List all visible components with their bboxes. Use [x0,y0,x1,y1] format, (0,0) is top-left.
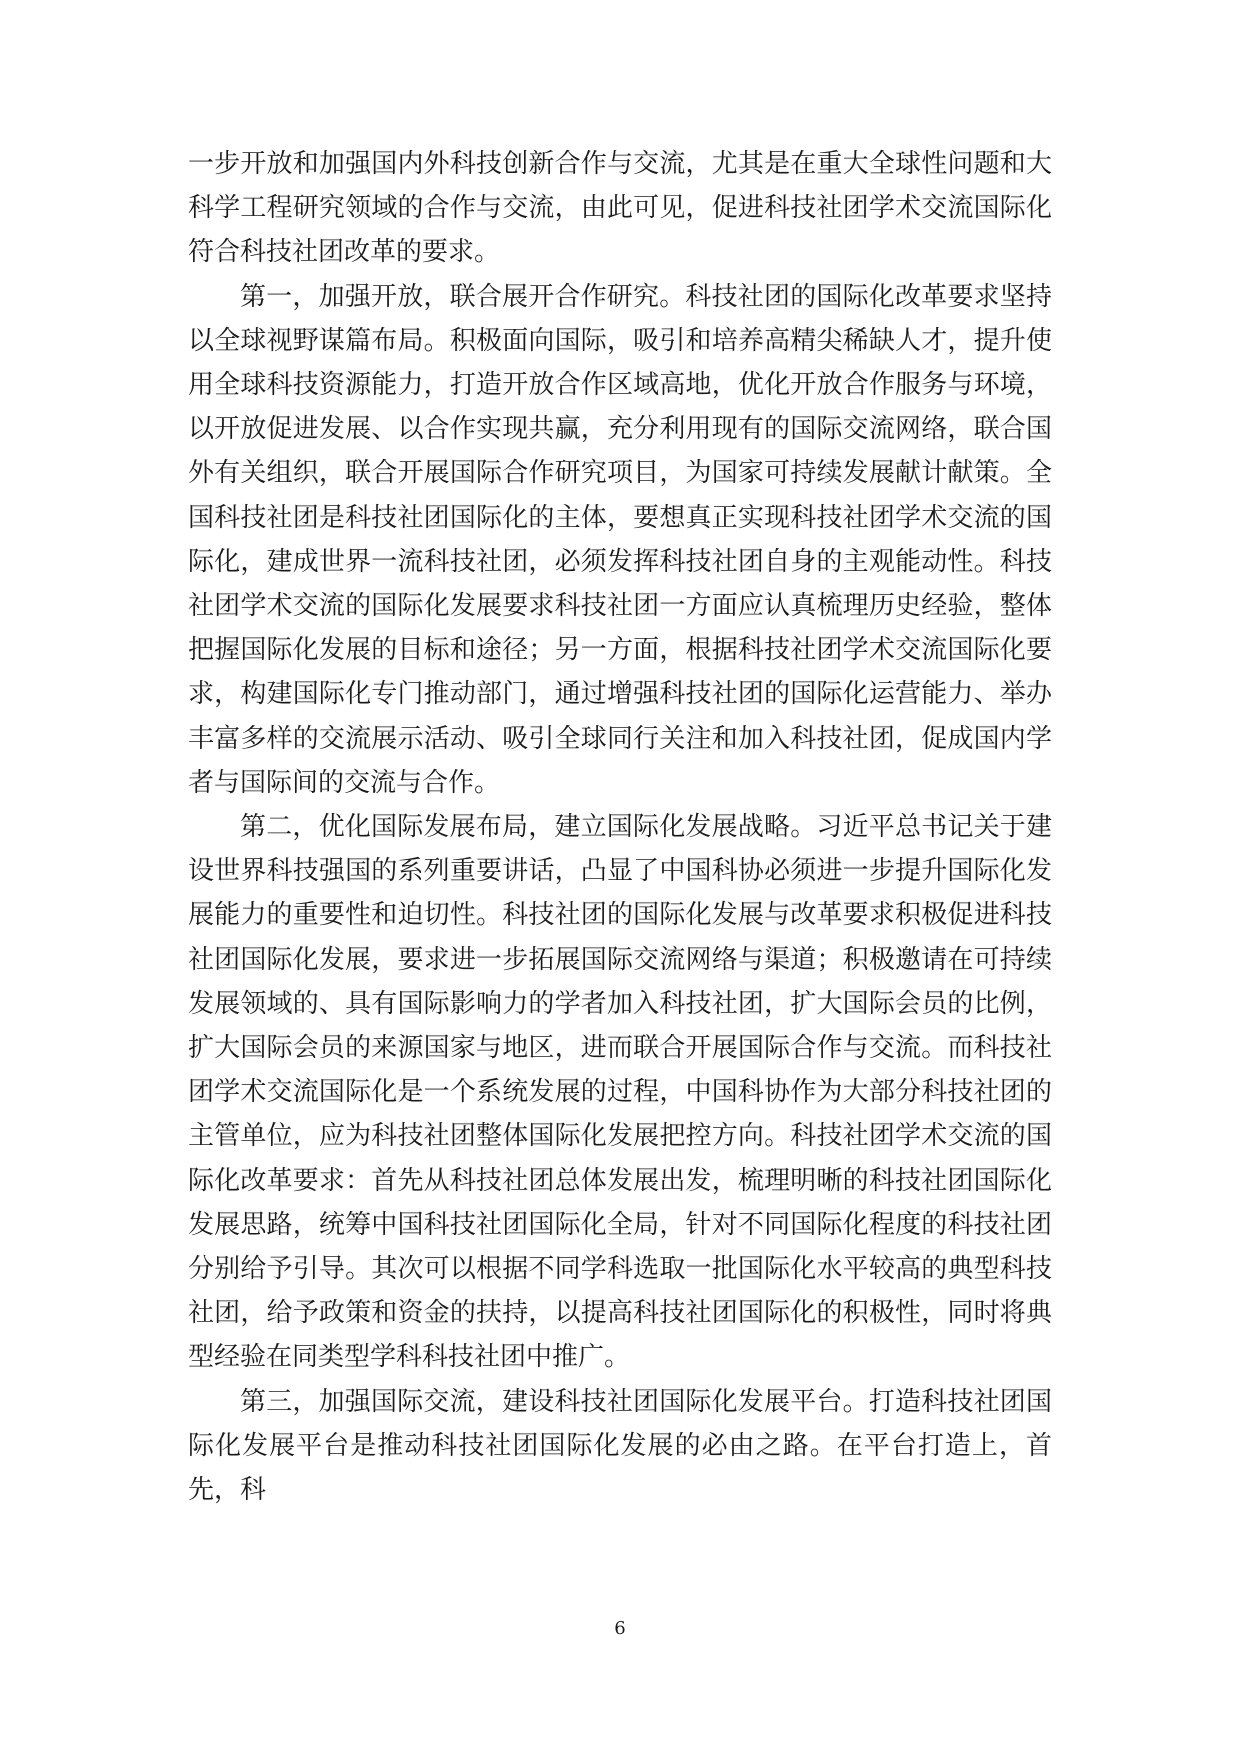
paragraph-third-point: 第三，加强国际交流，建设科技社团国际化发展平台。打造科技社团国际化发展平台是推动科技社团国际化发展的必由之路。在平台打造上，首先，科 [188,1386,1052,1506]
paragraph-second-point: 第二，优化国际发展布局，建立国际化发展战略。习近平总书记关于建设世界科技强国的系列重要讲话，凸显了中国科协必须进一步提升国际化发展能力的重要性和迫切性。科技社团的国际化发展与改革要求积极促进科技社团国际化发展，要求进一步拓展国际交流网络与渠道；积极邀请在可持续发展领域的、具有国际影响力的学者加入科技社团，扩大国际会员的比例，扩大国际会员的来源国家与地区，进而联合开展国际合作与交流。而科技社团学术交流国际化是一个系统发展的过程，中国科协作为大部分科技社团的主管单位，应为科技社团整体国际化发展把控方向。科技社团学术交流的国际化改革要求：首先从科技社团总体发展出发，梳理明晰的科技社团国际化发展思路，统筹中国科技社团国际化全局，针对不同国际化程度的科技社团分别给予引导。其次可以根据不同学科选取一批国际化水平较高的典型科技社团，给予政策和资金的扶持，以提高科技社团国际化的积极性，同时将典型经验在同类型学科科技社团中推广。 [188,812,1052,1373]
paragraph-first-point: 第一，加强开放，联合展开合作研究。科技社团的国际化改革要求坚持以全球视野谋篇布局。积极面向国际，吸引和培养高精尖稀缺人才，提升使用全球科技资源能力，打造开放合作区域高地，优化开放合作服务与环境，以开放促进发展、以合作实现共赢，充分利用现有的国际交流网络，联合国外有关组织，联合开展国际合作研究项目，为国家可持续发展献计献策。全国科技社团是科技社团国际化的主体，要想真正实现科技社团学术交流的国际化，建成世界一流科技社团，必须发挥科技社团自身的主观能动性。科技社团学术交流的国际化发展要求科技社团一方面应认真梳理历史经验，整体把握国际化发展的目标和途径；另一方面，根据科技社团学术交流国际化要求，构建国际化专门推动部门，通过增强科技社团的国际化运营能力、举办丰富多样的交流展示活动、吸引全球同行关注和加入科技社团，促成国内学者与国际间的交流与合作。 [188,281,1052,798]
paragraph-continuation: 一步开放和加强国内外科技创新合作与交流，尤其是在重大全球性问题和大科学工程研究领域的合作与交流，由此可见，促进科技社团学术交流国际化符合科技社团改革的要求。 [188,149,1052,268]
page-number: 6 [614,1618,626,1639]
body-text [188,142,1052,1512]
